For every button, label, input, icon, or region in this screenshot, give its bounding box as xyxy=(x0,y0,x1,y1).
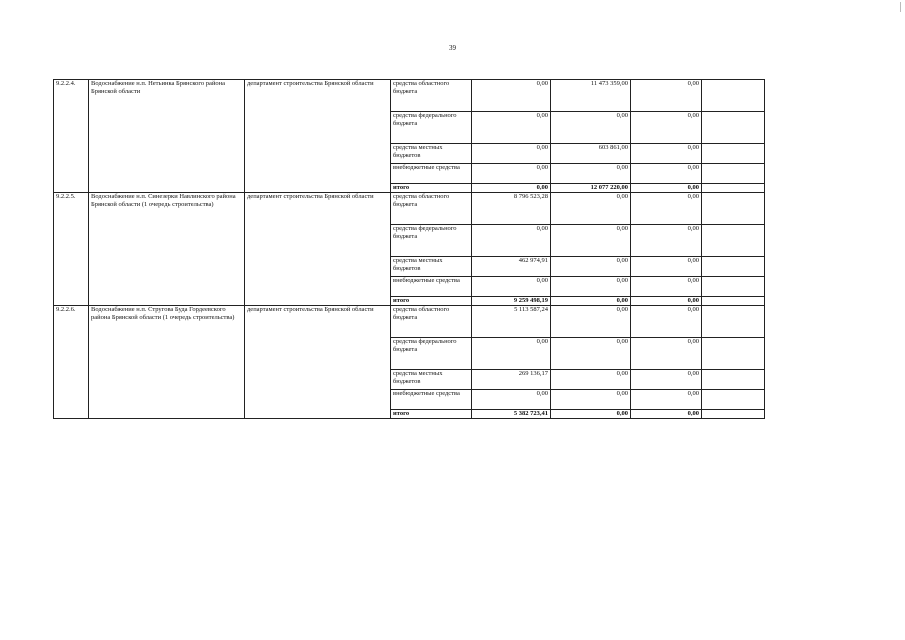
amount-year-2: 11 473 359,00 xyxy=(551,80,631,112)
item-name: Водоснабжение н.п. Синезерки Навлинского района Брянской области (1 очередь строительства) xyxy=(89,193,245,306)
table-row xyxy=(54,193,765,225)
amount-year-3: 0,00 xyxy=(631,184,702,193)
amount-year-2: 0,00 xyxy=(551,225,631,257)
item-name: Водоснабжение н.п. Нетьинка Брянского района Брянской области xyxy=(89,80,245,193)
funding-source: итого xyxy=(391,184,472,193)
funding-source: средства местных бюджетов xyxy=(391,144,472,164)
amount-year-1: 5 382 723,41 xyxy=(472,410,551,419)
empty-cell xyxy=(702,164,765,184)
funding-source: внебюджетные средства xyxy=(391,164,472,184)
funding-source: итого xyxy=(391,297,472,306)
amount-year-2: 0,00 xyxy=(551,193,631,225)
funding-source: средства федерального бюджета xyxy=(391,225,472,257)
table-row xyxy=(54,80,765,112)
empty-cell xyxy=(702,184,765,193)
item-code: 9.2.2.6. xyxy=(54,306,89,419)
amount-year-3: 0,00 xyxy=(631,257,702,277)
empty-cell xyxy=(702,277,765,297)
amount-year-1: 5 113 587,24 xyxy=(472,306,551,338)
amount-year-2: 0,00 xyxy=(551,257,631,277)
amount-year-3: 0,00 xyxy=(631,297,702,306)
empty-cell xyxy=(702,297,765,306)
funding-source: средства федерального бюджета xyxy=(391,112,472,144)
amount-year-2: 0,00 xyxy=(551,297,631,306)
amount-year-1: 0,00 xyxy=(472,390,551,410)
funding-source: средства областного бюджета xyxy=(391,193,472,225)
empty-cell xyxy=(702,390,765,410)
budget-table xyxy=(53,79,765,419)
empty-cell xyxy=(702,112,765,144)
empty-cell xyxy=(702,306,765,338)
empty-cell xyxy=(702,193,765,225)
funding-source: итого xyxy=(391,410,472,419)
item-executor: департамент строительства Брянской области xyxy=(245,193,391,306)
amount-year-1: 269 136,17 xyxy=(472,370,551,390)
amount-year-3: 0,00 xyxy=(631,80,702,112)
page-number: 39 xyxy=(449,44,456,52)
amount-year-1: 0,00 xyxy=(472,225,551,257)
funding-source: средства местных бюджетов xyxy=(391,257,472,277)
amount-year-1: 462 974,91 xyxy=(472,257,551,277)
item-name: Водоснабжение н.п. Стругова Буда Гордеевского района Брянской области (1 очередь строительства) xyxy=(89,306,245,419)
amount-year-3: 0,00 xyxy=(631,193,702,225)
amount-year-2: 0,00 xyxy=(551,410,631,419)
amount-year-3: 0,00 xyxy=(631,112,702,144)
amount-year-3: 0,00 xyxy=(631,225,702,257)
amount-year-2: 0,00 xyxy=(551,338,631,370)
amount-year-2: 12 077 220,00 xyxy=(551,184,631,193)
funding-source: средства федерального бюджета xyxy=(391,338,472,370)
amount-year-3: 0,00 xyxy=(631,338,702,370)
amount-year-1: 0,00 xyxy=(472,112,551,144)
amount-year-3: 0,00 xyxy=(631,306,702,338)
empty-cell xyxy=(702,225,765,257)
amount-year-2: 0,00 xyxy=(551,390,631,410)
funding-source: средства местных бюджетов xyxy=(391,370,472,390)
empty-cell xyxy=(702,80,765,112)
amount-year-1: 0,00 xyxy=(472,144,551,164)
empty-cell xyxy=(702,338,765,370)
amount-year-1: 0,00 xyxy=(472,164,551,184)
empty-cell xyxy=(702,370,765,390)
amount-year-2: 0,00 xyxy=(551,164,631,184)
amount-year-2: 0,00 xyxy=(551,112,631,144)
amount-year-2: 603 861,00 xyxy=(551,144,631,164)
amount-year-3: 0,00 xyxy=(631,277,702,297)
item-code: 9.2.2.4. xyxy=(54,80,89,193)
amount-year-1: 0,00 xyxy=(472,184,551,193)
item-executor: департамент строительства Брянской области xyxy=(245,80,391,193)
amount-year-3: 0,00 xyxy=(631,144,702,164)
item-code: 9.2.2.5. xyxy=(54,193,89,306)
empty-cell xyxy=(702,144,765,164)
amount-year-1: 8 796 523,28 xyxy=(472,193,551,225)
amount-year-2: 0,00 xyxy=(551,277,631,297)
table-body xyxy=(54,80,765,419)
amount-year-1: 9 259 498,19 xyxy=(472,297,551,306)
amount-year-1: 0,00 xyxy=(472,338,551,370)
funding-source: средства областного бюджета xyxy=(391,80,472,112)
amount-year-3: 0,00 xyxy=(631,370,702,390)
amount-year-2: 0,00 xyxy=(551,370,631,390)
margin-mark xyxy=(900,2,901,12)
funding-source: внебюджетные средства xyxy=(391,277,472,297)
amount-year-2: 0,00 xyxy=(551,306,631,338)
funding-source: внебюджетные средства xyxy=(391,390,472,410)
amount-year-1: 0,00 xyxy=(472,277,551,297)
empty-cell xyxy=(702,410,765,419)
item-executor: департамент строительства Брянской области xyxy=(245,306,391,419)
empty-cell xyxy=(702,257,765,277)
funding-source: средства областного бюджета xyxy=(391,306,472,338)
amount-year-1: 0,00 xyxy=(472,80,551,112)
table-row xyxy=(54,306,765,338)
amount-year-3: 0,00 xyxy=(631,390,702,410)
amount-year-3: 0,00 xyxy=(631,410,702,419)
amount-year-3: 0,00 xyxy=(631,164,702,184)
